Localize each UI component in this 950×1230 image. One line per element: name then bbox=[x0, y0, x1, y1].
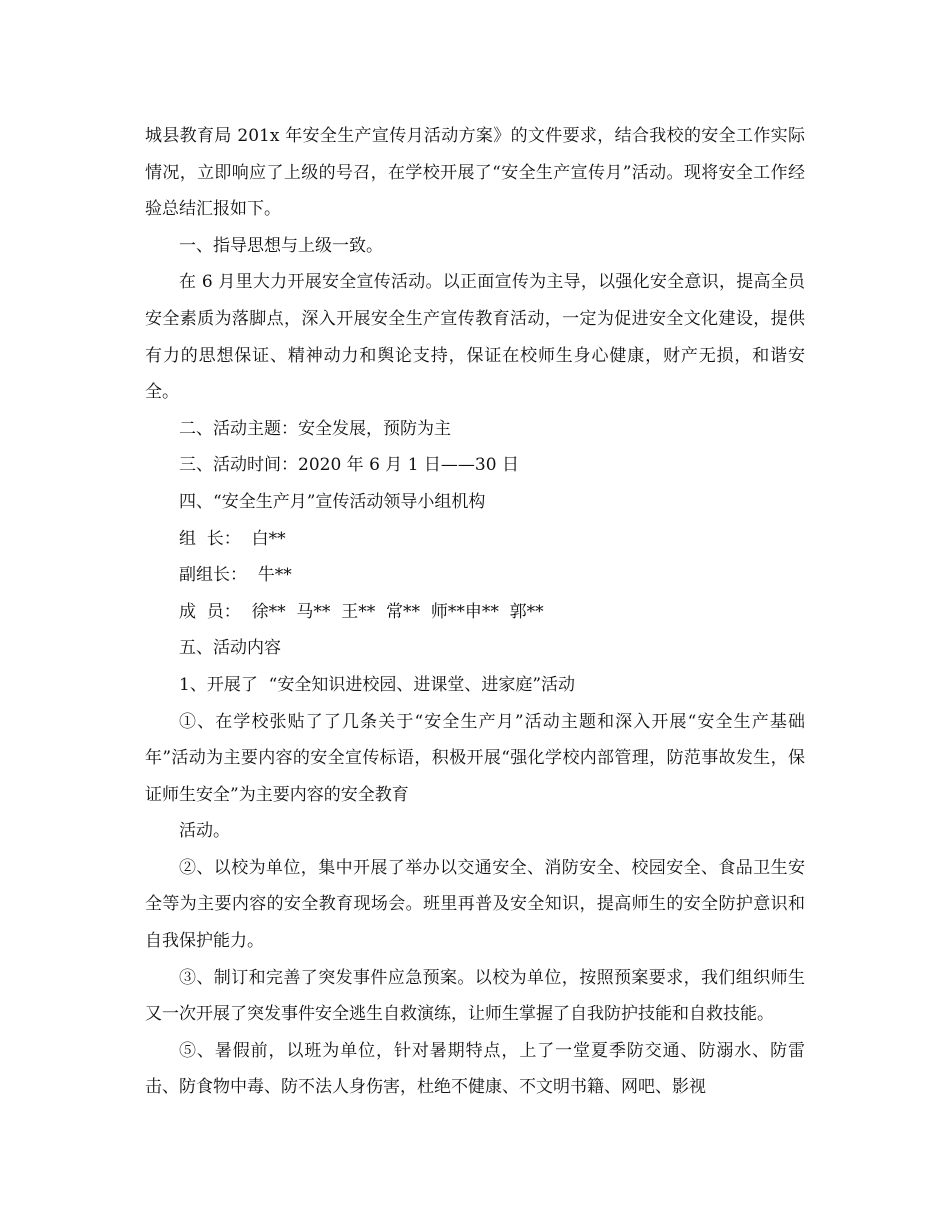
activity-subitem-3: ③、制订和完善了突发事件应急预案。以校为单位，按照预案要求，我们组织师生又一次开展了突发事件安全逃生自救演练，让师生掌握了自我防护技能和自救技能。 bbox=[145, 967, 805, 1025]
section-heading-activities: 五、活动内容 bbox=[179, 638, 281, 659]
activity-item-1: 1、开展了 “安全知识进校园、进课堂、进家庭”活动 bbox=[179, 674, 576, 695]
section-heading-time: 三、活动时间：2020 年 6 月 1 日——30 日 bbox=[179, 455, 519, 476]
intro-paragraph: 城县教育局 201x 年安全生产宣传月活动方案》的文件要求，结合我校的安全工作实际情况，立即响应了上级的号召，在学校开展了“安全生产宣传月”活动。现将安全工作经验总结汇报如下。 bbox=[145, 126, 805, 220]
section-heading-guiding-ideology: 一、指导思想与上级一致。 bbox=[179, 235, 383, 256]
activity-subitem-2: ②、以校为单位，集中开展了举办以交通安全、消防安全、校园安全、食品卫生安全等为主要内容的安全教育现场会。班里再普及安全知识，提高师生的安全防护意识和自我保护能力。 bbox=[145, 857, 805, 952]
activity-subitem-1-continued: 活动。 bbox=[179, 821, 230, 842]
group-leader-line: 组 长： 白** bbox=[179, 528, 286, 549]
activity-subitem-5: ⑤、暑假前，以班为单位，针对暑期特点，上了一堂夏季防交通、防溺水、防雷击、防食物中毒、防不法人身伤害，杜绝不健康、不文明书籍、网吧、影视 bbox=[145, 1040, 805, 1098]
document-body bbox=[145, 118, 805, 1106]
deputy-leader-line: 副组长： 牛** bbox=[179, 565, 292, 586]
guiding-ideology-paragraph: 在 6 月里大力开展安全宣传活动。以正面宣传为主导，以强化安全意识，提高全员安全素质为落脚点，深入开展安全生产宣传教育活动，一定为促进安全文化建设，提供有力的思想保证、精神动力和舆论支持，保证在校师生身心健康，财产无损，和谐安全。 bbox=[145, 272, 805, 403]
members-line: 成 员： 徐** 马** 王** 常** 师**申** 郭** bbox=[179, 601, 544, 622]
activity-subitem-1: ①、在学校张贴了了几条关于“安全生产月”活动主题和深入开展“安全生产基础年”活动为主要内容的安全宣传标语，积极开展“强化学校内部管理，防范事故发生，保证师生安全”为主要内容的安全教育 bbox=[145, 711, 805, 805]
section-heading-leadership-group: 四、“安全生产月”宣传活动领导小组机构 bbox=[179, 491, 486, 512]
section-heading-theme: 二、活动主题：安全发展，预防为主 bbox=[179, 418, 451, 439]
